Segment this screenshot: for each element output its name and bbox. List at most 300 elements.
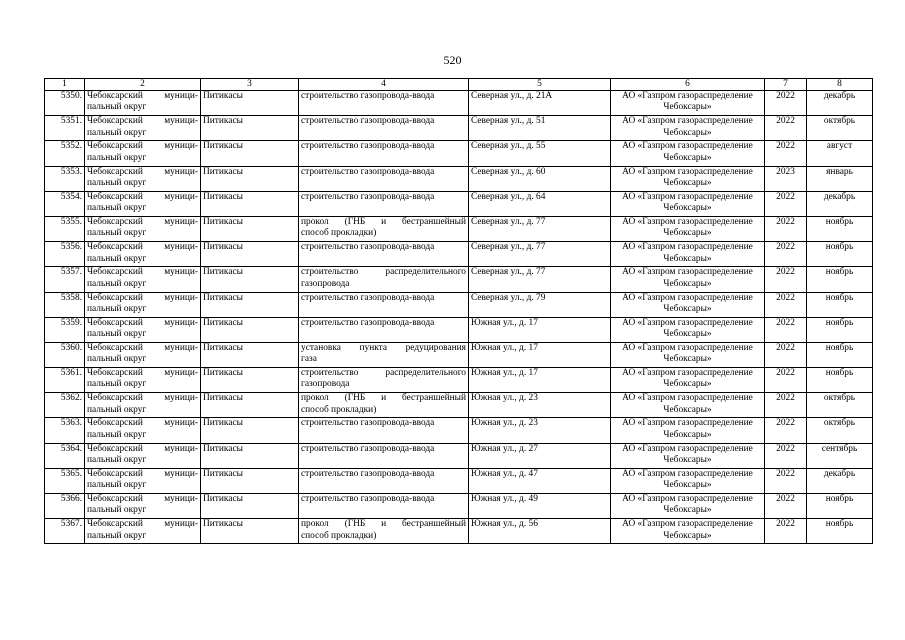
address-cell [469,267,611,292]
work-type-cell-line: строительство газопровода-ввода [301,292,435,303]
year-cell [765,418,807,443]
organization-cell [611,191,765,216]
work-type-cell-line: способ прокладки) [301,228,377,239]
row-number-cell-line: 5359. [60,317,82,328]
settlement-cell [201,141,299,166]
organization-cell-line: Чебоксары» [663,253,712,264]
work-type-cell-line: прокол (ГНБ и бестраншейный [301,393,466,404]
work-type-cell-line: способ прокладки) [301,530,377,541]
month-cell [807,468,873,493]
table-row [45,116,873,141]
district-cell-line: пальный округ [87,329,147,340]
organization-cell-line: АО «Газпром газораспределение [622,494,753,504]
organization-cell-line: Чебоксары» [663,505,712,516]
organization-cell [611,91,765,116]
year-cell [765,267,807,292]
row-number-cell-line: 5353. [60,166,82,177]
work-type-cell-line: строительство распределительного [301,368,466,379]
settlement-cell [201,216,299,241]
year-cell-line: 2022 [776,468,795,479]
row-number-cell [45,191,85,216]
organization-cell-line: АО «Газпром газораспределение [622,418,753,429]
district-cell [85,166,201,191]
month-cell-line: ноябрь [825,216,854,227]
work-type-cell-line: строительство распределительного [301,267,466,278]
year-cell-line: 2022 [776,317,795,328]
organization-cell-line: Чебоксары» [663,429,712,440]
settlement-cell [201,519,299,544]
organization-cell-line: АО «Газпром газораспределение [622,166,753,177]
year-cell [765,317,807,342]
organization-cell [611,141,765,166]
work-type-cell-line: газопровода [301,379,350,390]
row-number-cell [45,494,85,519]
row-number-cell-line: 5367. [60,519,82,530]
month-cell-line: октябрь [823,393,856,404]
column-header: 8 [807,79,873,91]
organization-cell-line: Чебоксары» [663,203,712,214]
district-cell [85,368,201,393]
table-row [45,242,873,267]
district-cell-line: пальный округ [87,203,147,214]
row-number-cell-line: 5361. [60,368,82,379]
table-row [45,519,873,544]
work-type-cell [299,166,469,191]
row-number-cell [45,166,85,191]
year-cell-line: 2022 [776,141,795,152]
row-number-cell [45,418,85,443]
district-cell-line: Чебоксарский муници- [87,393,198,404]
settlement-cell-line: Питикасы [203,368,243,379]
district-cell [85,216,201,241]
work-type-cell [299,216,469,241]
row-number-cell-line: 5356. [60,242,82,253]
district-cell-line: Чебоксарский муници- [87,267,198,278]
address-cell [469,368,611,393]
organization-cell-line: Чебоксары» [663,102,712,113]
organization-cell-line: АО «Газпром газораспределение [622,368,753,379]
work-type-cell [299,443,469,468]
settlement-cell [201,317,299,342]
settlement-cell-line: Питикасы [203,141,243,152]
year-cell [765,166,807,191]
table-row [45,91,873,116]
row-number-cell [45,317,85,342]
address-cell-line: Северная ул., д. 64 [471,191,546,202]
address-cell [469,166,611,191]
month-cell [807,191,873,216]
settlement-cell [201,292,299,317]
year-cell-line: 2022 [776,292,795,303]
work-type-cell-line: прокол (ГНБ и бестраншейный [301,216,466,227]
year-cell-line: 2022 [776,216,795,227]
address-cell-line: Северная ул., д. 60 [471,166,546,177]
work-type-cell [299,494,469,519]
work-type-cell [299,418,469,443]
work-type-cell [299,519,469,544]
organization-cell-line: Чебоксары» [663,228,712,239]
district-cell-line: Чебоксарский муници- [87,141,198,152]
table-row [45,393,873,418]
work-type-cell-line: установка пункта редуцирования [301,342,466,353]
district-cell-line: пальный округ [87,127,147,138]
district-cell-line: Чебоксарский муници- [87,418,198,429]
settlement-cell-line: Питикасы [203,166,243,177]
district-cell [85,267,201,292]
month-cell [807,116,873,141]
district-cell-line: пальный округ [87,530,147,541]
organization-cell-line: АО «Газпром газораспределение [622,191,753,202]
row-number-cell-line: 5354. [60,191,82,202]
month-cell-line: ноябрь [825,519,854,530]
organization-cell [611,317,765,342]
year-cell [765,393,807,418]
year-cell-line: 2022 [776,242,795,253]
row-number-cell-line: 5358. [60,292,82,303]
organization-cell [611,267,765,292]
year-cell-line: 2022 [776,519,795,530]
district-cell-line: пальный округ [87,303,147,314]
settlement-cell [201,166,299,191]
district-cell [85,141,201,166]
organization-cell-line: Чебоксары» [663,379,712,390]
month-cell [807,267,873,292]
year-cell [765,191,807,216]
district-cell [85,91,201,116]
district-cell [85,393,201,418]
address-cell [469,418,611,443]
address-cell-line: Северная ул., д. 77 [471,267,546,278]
month-cell-line: ноябрь [825,368,854,379]
work-type-cell [299,317,469,342]
settlement-cell [201,91,299,116]
settlement-cell [201,368,299,393]
work-type-cell [299,292,469,317]
organization-cell-line: АО «Газпром газораспределение [622,342,753,353]
work-type-cell [299,91,469,116]
table-row [45,216,873,241]
row-number-cell [45,91,85,116]
district-cell-line: пальный округ [87,177,147,188]
work-type-cell-line: строительство газопровода-ввода [301,116,435,127]
address-cell-line: Северная ул., д. 77 [471,242,546,253]
year-cell-line: 2022 [776,191,795,202]
year-cell-line: 2022 [776,443,795,454]
column-header: 1 [45,79,85,91]
month-cell-line: ноябрь [825,317,854,328]
organization-cell [611,443,765,468]
organization-cell [611,368,765,393]
organization-cell-line: АО «Газпром газораспределение [622,519,753,530]
page-number: 520 [443,53,462,67]
settlement-cell-line: Питикасы [203,418,243,429]
address-cell [469,191,611,216]
address-cell [469,393,611,418]
organization-cell [611,216,765,241]
organization-cell-line: Чебоксары» [663,177,712,188]
settlement-cell [201,494,299,519]
organization-cell-line: Чебоксары» [663,329,712,340]
address-cell-line: Южная ул., д. 17 [471,342,538,353]
organization-cell-line: АО «Газпром газораспределение [622,116,753,127]
table-row [45,368,873,393]
settlement-cell [201,116,299,141]
address-cell [469,216,611,241]
month-cell [807,216,873,241]
district-cell-line: Чебоксарский муници- [87,468,198,479]
work-type-cell-line: газа [301,354,317,365]
organization-cell-line: Чебоксары» [663,404,712,415]
work-type-cell [299,116,469,141]
address-cell-line: Северная ул., д. 79 [471,292,546,303]
work-type-cell [299,368,469,393]
row-number-cell [45,393,85,418]
organization-cell [611,519,765,544]
organization-cell [611,242,765,267]
organization-cell-line: АО «Газпром газораспределение [622,242,753,253]
work-type-cell-line: газопровода [301,278,350,289]
year-cell-line: 2022 [776,368,795,379]
year-cell-line: 2022 [776,116,795,127]
column-header: 4 [299,79,469,91]
work-type-cell-line: строительство газопровода-ввода [301,443,435,454]
row-number-cell [45,443,85,468]
year-cell [765,468,807,493]
month-cell [807,368,873,393]
table-row [45,292,873,317]
district-cell-line: Чебоксарский муници- [87,116,198,127]
year-cell-line: 2022 [776,342,795,353]
month-cell-line: август [826,141,853,152]
address-cell [469,494,611,519]
table-row [45,267,873,292]
settlement-cell [201,393,299,418]
settlement-cell-line: Питикасы [203,267,243,278]
year-cell-line: 2022 [776,418,795,429]
address-cell-line: Южная ул., д. 56 [471,519,538,530]
work-type-cell [299,342,469,367]
row-number-cell-line: 5365. [60,468,82,479]
table-row [45,494,873,519]
month-cell [807,166,873,191]
organization-cell [611,418,765,443]
district-cell [85,292,201,317]
year-cell [765,116,807,141]
row-number-cell [45,292,85,317]
organization-cell-line: Чебоксары» [663,354,712,365]
settlement-cell [201,342,299,367]
work-type-cell [299,393,469,418]
district-cell [85,494,201,519]
district-cell-line: Чебоксарский муници- [87,443,198,454]
district-cell-line: Чебоксарский муници- [87,342,198,353]
district-cell-line: пальный округ [87,228,147,239]
district-cell-line: Чебоксарский муници- [87,368,198,379]
organization-cell-line: АО «Газпром газораспределение [622,292,753,303]
address-cell [469,443,611,468]
district-cell [85,317,201,342]
table-row [45,166,873,191]
year-cell [765,242,807,267]
work-type-cell [299,468,469,493]
organization-cell [611,393,765,418]
address-cell [469,242,611,267]
year-cell [765,519,807,544]
year-cell-line: 2022 [776,91,795,101]
organization-cell-line: АО «Газпром газораспределение [622,443,753,454]
row-number-cell-line: 5351. [60,116,82,127]
work-type-cell-line: строительство газопровода-ввода [301,91,435,101]
month-cell [807,342,873,367]
work-type-cell-line: строительство газопровода-ввода [301,418,435,429]
month-cell [807,519,873,544]
district-cell-line: пальный округ [87,505,147,516]
table-row [45,317,873,342]
district-cell-line: Чебоксарский муници- [87,519,198,530]
organization-cell [611,342,765,367]
month-cell-line: ноябрь [825,267,854,278]
year-cell [765,494,807,519]
organization-cell-line: Чебоксары» [663,278,712,289]
organization-cell-line: Чебоксары» [663,530,712,541]
row-number-cell [45,216,85,241]
organization-cell-line: АО «Газпром газораспределение [622,468,753,479]
table-row [45,141,873,166]
month-cell [807,418,873,443]
district-cell [85,116,201,141]
address-cell-line: Южная ул., д. 23 [471,418,538,429]
work-type-cell-line: строительство газопровода-ввода [301,468,435,479]
year-cell [765,292,807,317]
district-cell-line: пальный округ [87,354,147,365]
organization-cell [611,494,765,519]
work-type-cell-line: строительство газопровода-ввода [301,317,435,328]
work-type-cell-line: прокол (ГНБ и бестраншейный [301,519,466,530]
district-cell-line: пальный округ [87,480,147,491]
organization-cell-line: Чебоксары» [663,303,712,314]
district-cell-line: пальный округ [87,278,147,289]
settlement-cell-line: Питикасы [203,519,243,530]
year-cell [765,141,807,166]
row-number-cell [45,141,85,166]
work-type-cell-line: способ прокладки) [301,404,377,415]
register-table [44,78,873,544]
organization-cell-line: АО «Газпром газораспределение [622,267,753,278]
address-cell [469,91,611,116]
month-cell-line: октябрь [823,418,856,429]
month-cell-line: декабрь [823,468,856,479]
district-cell-line: Чебоксарский муници- [87,317,198,328]
district-cell-line: пальный округ [87,404,147,415]
address-cell [469,141,611,166]
district-cell-line: Чебоксарский муници- [87,292,198,303]
table-body [45,91,873,544]
month-cell-line: январь [826,166,853,177]
column-header: 2 [85,79,201,91]
settlement-cell-line: Питикасы [203,443,243,454]
settlement-cell-line: Питикасы [203,242,243,253]
organization-cell-line: Чебоксары» [663,480,712,491]
column-header: 6 [611,79,765,91]
month-cell [807,443,873,468]
address-cell [469,317,611,342]
row-number-cell [45,267,85,292]
district-cell [85,418,201,443]
organization-cell-line: Чебоксары» [663,455,712,466]
address-cell [469,116,611,141]
row-number-cell-line: 5363. [60,418,82,429]
address-cell-line: Северная ул., д. 51 [471,116,546,127]
month-cell [807,393,873,418]
table-row [45,443,873,468]
row-number-cell [45,342,85,367]
settlement-cell-line: Питикасы [203,468,243,479]
table-row [45,342,873,367]
address-cell-line: Южная ул., д. 17 [471,368,538,379]
district-cell-line: пальный округ [87,455,147,466]
district-cell [85,242,201,267]
work-type-cell [299,191,469,216]
work-type-cell-line: строительство газопровода-ввода [301,191,435,202]
year-cell-line: 2022 [776,267,795,278]
row-number-cell-line: 5352. [60,141,82,152]
row-number-cell [45,468,85,493]
settlement-cell [201,191,299,216]
district-cell-line: Чебоксарский муници- [87,91,198,101]
row-number-cell-line: 5350. [60,91,82,101]
address-cell-line: Южная ул., д. 23 [471,393,538,404]
settlement-cell-line: Питикасы [203,494,243,504]
settlement-cell-line: Питикасы [203,91,243,101]
work-type-cell-line: строительство газопровода-ввода [301,494,435,504]
address-cell-line: Южная ул., д. 17 [471,317,538,328]
address-cell [469,292,611,317]
settlement-cell-line: Питикасы [203,292,243,303]
district-cell-line: пальный округ [87,429,147,440]
month-cell-line: сентябрь [821,443,858,454]
organization-cell [611,166,765,191]
address-cell-line: Северная ул., д. 21А [471,91,553,101]
settlement-cell [201,267,299,292]
header-row [45,79,873,91]
work-type-cell-line: строительство газопровода-ввода [301,141,435,152]
settlement-cell-line: Питикасы [203,317,243,328]
column-header: 5 [469,79,611,91]
row-number-cell-line: 5364. [60,443,82,454]
settlement-cell-line: Питикасы [203,191,243,202]
month-cell [807,292,873,317]
row-number-cell [45,368,85,393]
month-cell-line: ноябрь [825,494,854,504]
row-number-cell-line: 5355. [60,216,82,227]
month-cell [807,494,873,519]
year-cell [765,216,807,241]
settlement-cell [201,468,299,493]
work-type-cell [299,242,469,267]
row-number-cell [45,116,85,141]
district-cell [85,342,201,367]
district-cell-line: пальный округ [87,102,147,113]
settlement-cell-line: Питикасы [203,216,243,227]
year-cell [765,91,807,116]
month-cell-line: декабрь [823,191,856,202]
organization-cell [611,468,765,493]
district-cell-line: пальный округ [87,379,147,390]
row-number-cell [45,519,85,544]
year-cell-line: 2022 [776,494,795,504]
address-cell-line: Северная ул., д. 77 [471,216,546,227]
district-cell-line: Чебоксарский муници- [87,242,198,253]
